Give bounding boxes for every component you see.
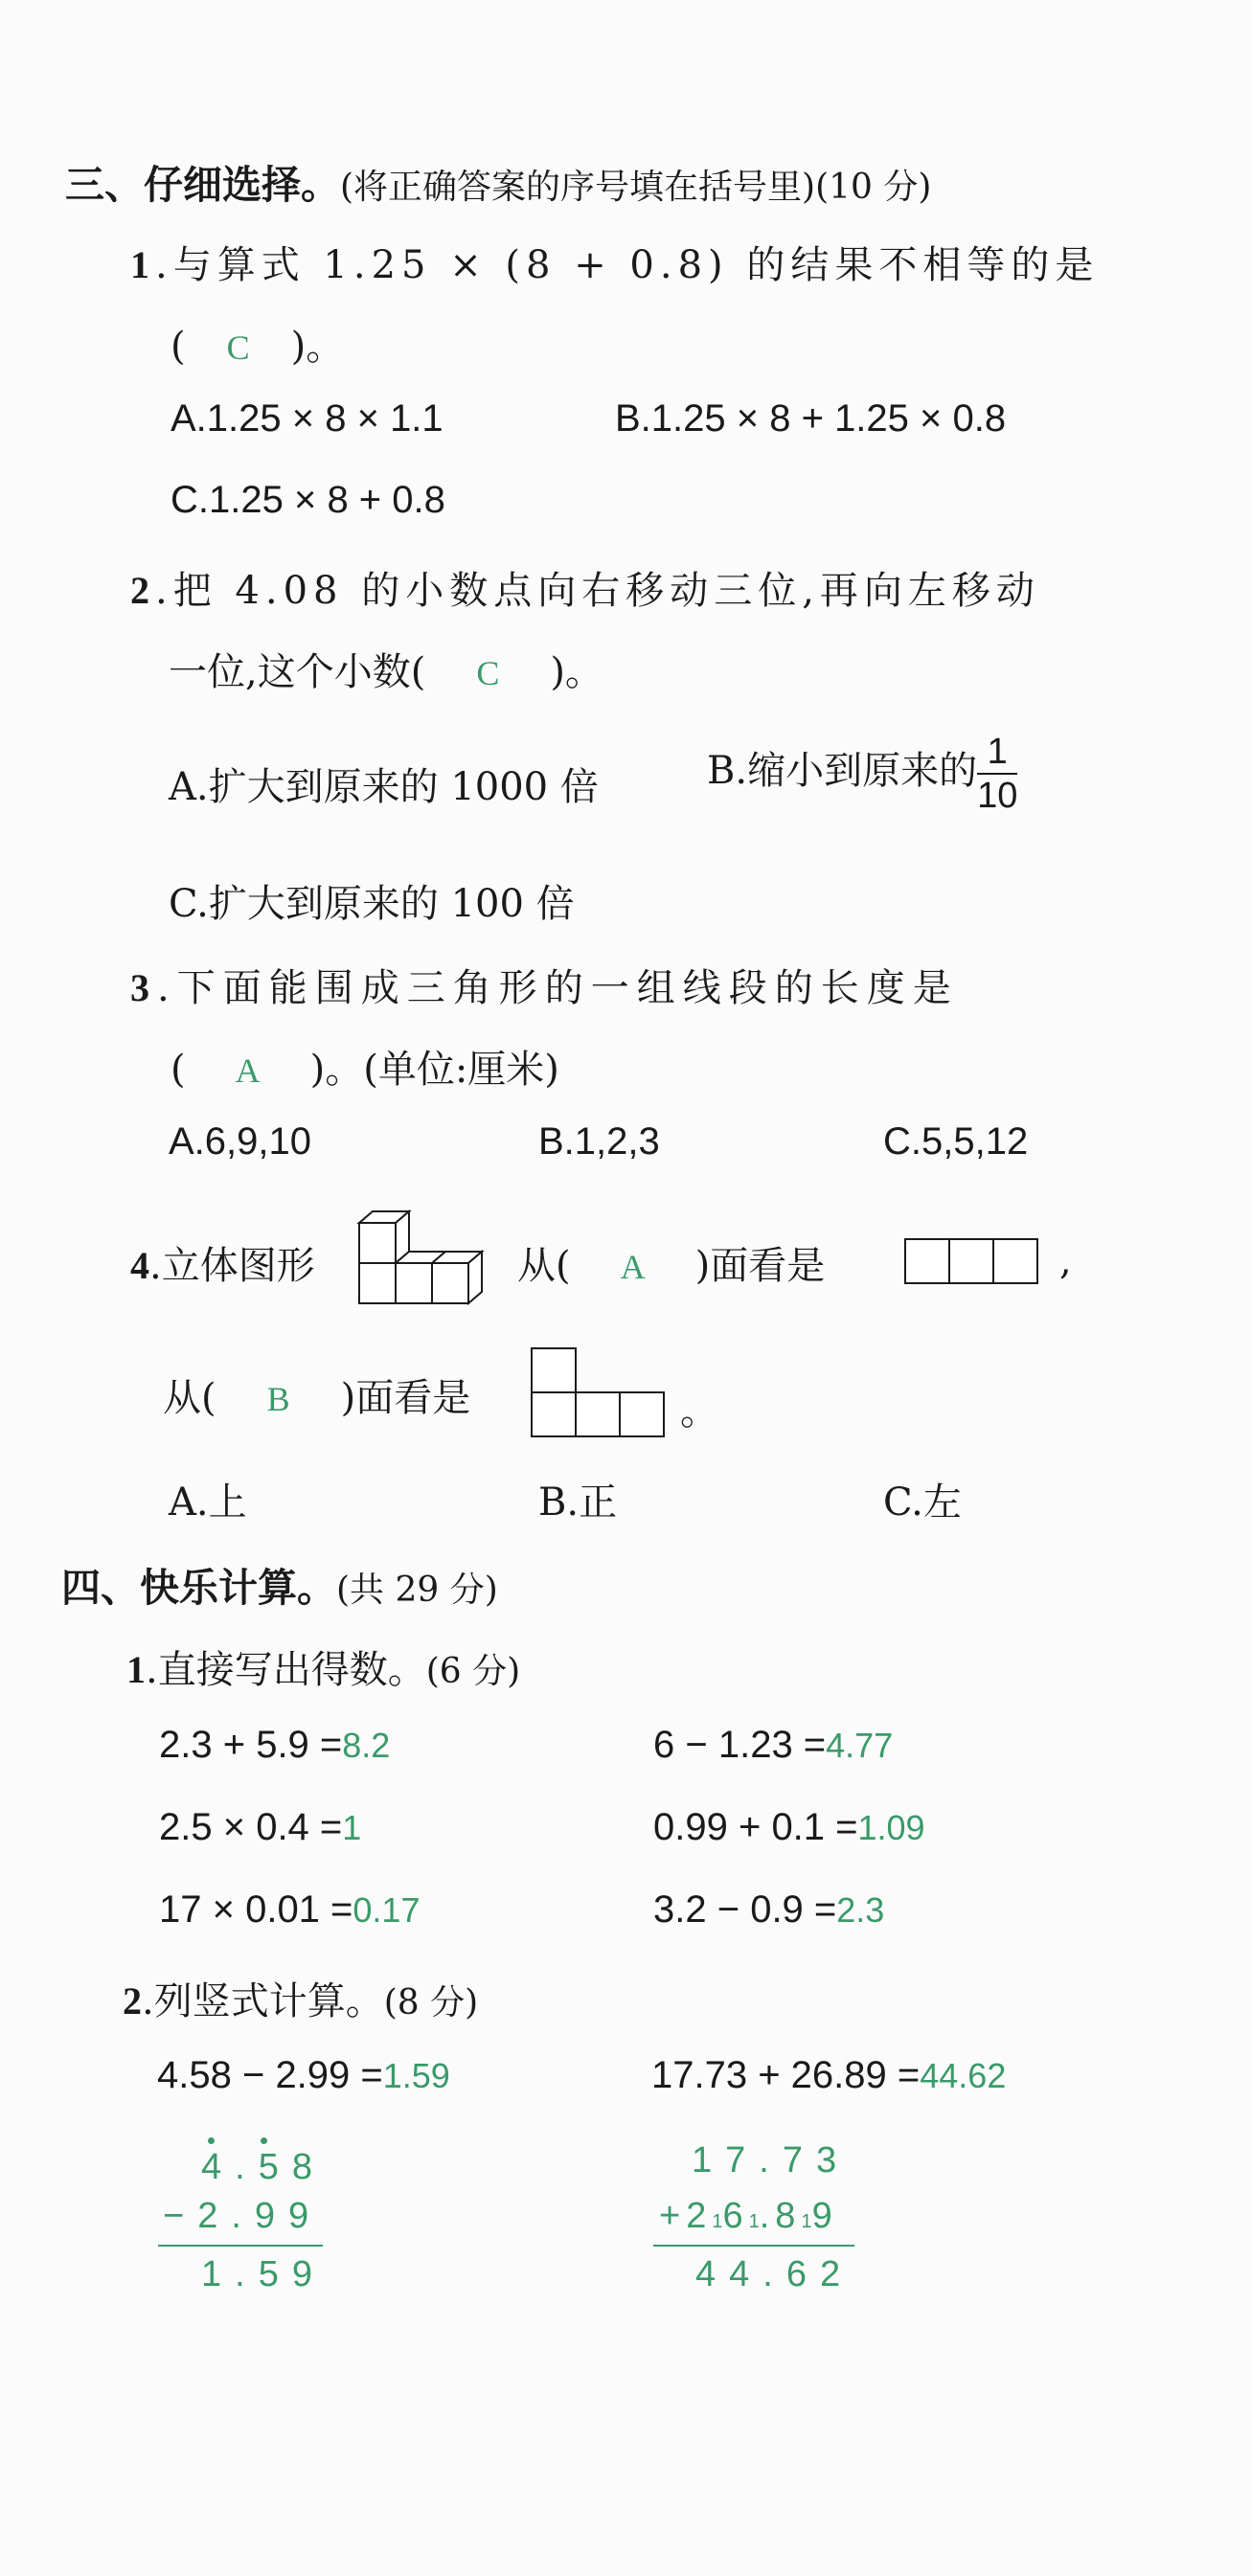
vertical-left-row1: 4.58 bbox=[201, 2147, 326, 2187]
calc-answer: 1.09 bbox=[857, 1808, 925, 1847]
vertical-right-row3: 44.62 bbox=[695, 2254, 854, 2294]
q1-option-b: B.1.25 × 8 + 1.25 × 0.8 bbox=[615, 397, 1007, 440]
p1-note: (6 分) bbox=[425, 1652, 521, 1691]
q4-answer1: A bbox=[620, 1248, 646, 1286]
q2-answer: C bbox=[476, 654, 500, 692]
q2-option-c: C.扩大到原来的 100 倍 bbox=[169, 882, 575, 926]
q2-number: 2 bbox=[130, 569, 155, 612]
q4-option-b: B.正 bbox=[538, 1480, 618, 1525]
calc-answer: 1 bbox=[342, 1808, 362, 1847]
q1-option-a: A.1.25 × 8 × 1.1 bbox=[171, 397, 444, 440]
q4-option-c: C.左 bbox=[883, 1480, 962, 1525]
calc-item bbox=[159, 1888, 420, 1932]
calc-answer: 4.77 bbox=[826, 1726, 894, 1765]
q2-option-a: A.扩大到原来的 1000 倍 bbox=[169, 765, 599, 809]
p2-text: .列竖式计算。 bbox=[142, 1979, 384, 2023]
solid-figure-icon bbox=[354, 1202, 512, 1317]
fraction-numerator: 1 bbox=[977, 731, 1017, 775]
q1-number: 1 bbox=[130, 243, 155, 286]
q2-line2 bbox=[169, 642, 603, 696]
vertical-calc-right-expr bbox=[651, 2054, 1006, 2097]
q1-stem bbox=[130, 235, 1099, 289]
l-shape-squares-icon bbox=[529, 1345, 672, 1441]
q2-option-b bbox=[707, 731, 1017, 817]
q1-answer: C bbox=[226, 328, 250, 367]
q1-paren-open: ( bbox=[171, 325, 186, 369]
q3-paren-open: ( bbox=[171, 1048, 186, 1092]
calc-item bbox=[653, 1888, 884, 1932]
calc-answer: 8.2 bbox=[342, 1726, 391, 1765]
calc-expr: 4.58 − 2.99 = bbox=[157, 2054, 383, 2096]
q2-text: .把 4.08 的小数点向右移动三位,再向左移动 bbox=[155, 569, 1040, 613]
q3-stem bbox=[130, 958, 959, 1012]
vertical-left-row2: −2.99 bbox=[163, 2196, 323, 2236]
calc-item bbox=[653, 1724, 893, 1767]
calc-expr: 2.5 × 0.4 = bbox=[159, 1806, 343, 1848]
q2-fraction bbox=[977, 731, 1017, 817]
q3-text: .下面能围成三角形的一组线段的长度是 bbox=[157, 966, 959, 1010]
q4-text1: .立体图形 bbox=[149, 1244, 315, 1288]
calc-answer: 44.62 bbox=[920, 2056, 1007, 2095]
q2-paren-close: )。 bbox=[550, 650, 603, 694]
vertical-right-rule bbox=[653, 2245, 854, 2247]
carry-mark: 1 bbox=[712, 2211, 723, 2232]
section4-header bbox=[61, 1556, 498, 1613]
q1-option-c: C.1.25 × 8 + 0.8 bbox=[171, 479, 445, 521]
p2-number: 2 bbox=[123, 1979, 142, 2022]
vertical-right-row2 bbox=[659, 2196, 838, 2237]
q4-line2b: )面看是 bbox=[340, 1376, 471, 1420]
calc-expr: 17.73 + 26.89 = bbox=[651, 2054, 921, 2096]
q4-text2: 从( bbox=[517, 1244, 571, 1288]
section4-title: 四、快乐计算。 bbox=[61, 1565, 336, 1611]
q4-end: 。 bbox=[680, 1390, 718, 1434]
calc-answer: 0.17 bbox=[353, 1890, 421, 1930]
q4-text3: )面看是 bbox=[694, 1244, 826, 1288]
calc-item bbox=[653, 1806, 925, 1849]
plus-sign: + bbox=[659, 2196, 687, 2236]
q2-line2-text: 一位,这个小数( bbox=[169, 650, 426, 694]
calc-expr: 2.3 + 5.9 = bbox=[159, 1724, 343, 1766]
q2-stem bbox=[130, 560, 1040, 615]
q3-answer-line bbox=[171, 1039, 559, 1094]
carry-mark: 1 bbox=[748, 2211, 760, 2232]
p2-note: (8 分) bbox=[383, 1983, 479, 2022]
section3-note: (将正确答案的序号填在括号里)(10 分) bbox=[340, 168, 932, 207]
q3-answer: A bbox=[235, 1051, 261, 1090]
digit: .8 bbox=[759, 2196, 802, 2236]
calc-expr: 17 × 0.01 = bbox=[159, 1888, 353, 1931]
calc-item bbox=[159, 1806, 361, 1849]
q1-text: .与算式 1.25 × (8 + 0.8) 的结果不相等的是 bbox=[155, 243, 1100, 287]
q4-line2 bbox=[163, 1367, 470, 1422]
q4-stem-start bbox=[130, 1235, 315, 1290]
q1-paren-close: )。 bbox=[290, 325, 345, 369]
vertical-right-row1: 17.73 bbox=[692, 2140, 851, 2181]
vertical-left-row3: 1.59 bbox=[201, 2254, 326, 2294]
q3-option-c: C.5,5,12 bbox=[883, 1120, 1029, 1163]
p1-number: 1 bbox=[126, 1648, 146, 1691]
section3-title: 三、仔细选择。 bbox=[65, 162, 340, 208]
section3-header bbox=[65, 153, 931, 210]
q4-option-a: A.上 bbox=[169, 1480, 247, 1525]
calc-answer: 1.59 bbox=[382, 2056, 450, 2095]
q4-number: 4 bbox=[130, 1244, 149, 1287]
calc-expr: 3.2 − 0.9 = bbox=[653, 1888, 837, 1931]
fraction-denominator: 10 bbox=[977, 776, 1018, 816]
q4-line1-mid bbox=[517, 1235, 825, 1290]
calc-expr: 6 − 1.23 = bbox=[653, 1724, 827, 1766]
p1-text: .直接写出得数。 bbox=[146, 1648, 426, 1692]
borrow-dot bbox=[208, 2137, 215, 2144]
vertical-calc-left-expr bbox=[157, 2054, 450, 2097]
q4-answer2: B bbox=[266, 1380, 290, 1418]
three-squares-row-icon bbox=[902, 1236, 1046, 1286]
calc-answer: 2.3 bbox=[836, 1890, 885, 1930]
borrow-dot bbox=[261, 2137, 267, 2144]
q1-answer-line bbox=[171, 316, 344, 371]
q2-option-b-text: B.缩小到原来的 bbox=[707, 749, 978, 793]
p1-header bbox=[126, 1639, 520, 1694]
q3-option-a: A.6,9,10 bbox=[169, 1120, 312, 1163]
vertical-left-rule bbox=[158, 2245, 323, 2247]
calc-item bbox=[159, 1724, 390, 1767]
section4-note: (共 29 分) bbox=[336, 1570, 498, 1610]
p2-header bbox=[123, 1971, 478, 2025]
digit: 2 bbox=[686, 2196, 713, 2236]
q3-option-b: B.1,2,3 bbox=[538, 1120, 660, 1163]
q3-paren-close: )。(单位:厘米) bbox=[309, 1048, 559, 1092]
carry-mark: 1 bbox=[801, 2211, 812, 2232]
q3-number: 3 bbox=[130, 966, 157, 1009]
q4-comma: , bbox=[1059, 1239, 1072, 1283]
q4-line2a: 从( bbox=[163, 1376, 216, 1420]
digit: 9 bbox=[811, 2196, 838, 2236]
calc-expr: 0.99 + 0.1 = bbox=[653, 1806, 858, 1848]
digit: 6 bbox=[722, 2196, 749, 2236]
